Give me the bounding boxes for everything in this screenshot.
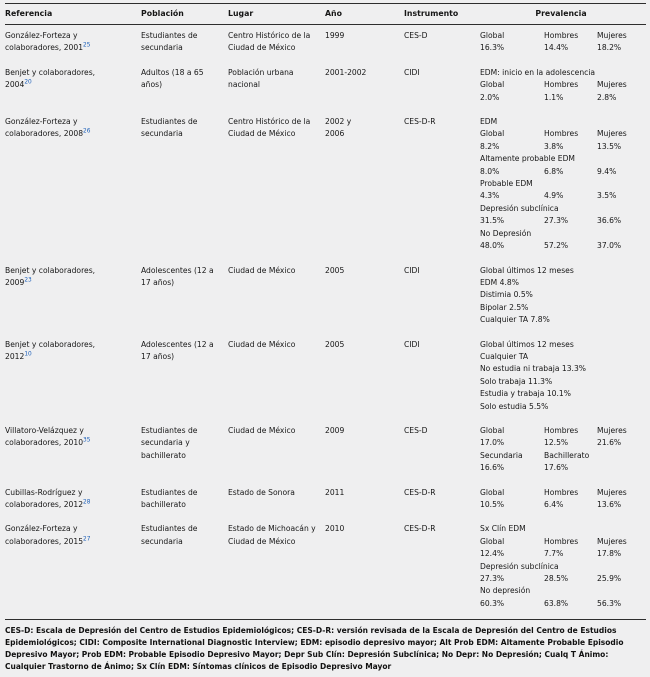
prevalencia-line: [480, 166, 646, 178]
cell-anio: 2011: [325, 487, 345, 497]
prevalencia-line: Depresión subclínica: [480, 203, 559, 213]
cell-prevalencia: [480, 334, 646, 420]
prevalencia-value: 9.4%: [597, 166, 617, 176]
cell-instrumento: CIDI: [404, 339, 420, 349]
prevalencia-value: 27.3%: [544, 216, 569, 226]
cell-instrumento: CES-D: [404, 425, 428, 435]
citation-link[interactable]: 27: [83, 536, 91, 543]
prevalencia-value: 14.4%: [544, 43, 569, 53]
prevalencia-value: 17.8%: [597, 549, 622, 559]
table-row: [5, 111, 646, 259]
cell-lugar: Ciudad de México: [228, 339, 296, 349]
prevalencia-value: Hombres: [544, 80, 579, 90]
cell-referencia: [5, 482, 141, 519]
prevalencia-value: 60.3%: [480, 598, 505, 608]
column-header-anio: Año: [325, 4, 404, 25]
prevalencia-value: 8.2%: [480, 141, 500, 151]
prevalencia-line: [480, 450, 646, 462]
prevalencia-value: Global: [480, 129, 505, 139]
table-row: [5, 25, 646, 62]
reference-text: Villatoro-Velázquez y colaboradores, 2010: [5, 425, 84, 448]
reference-text: González-Forteza y colaboradores, 2001: [5, 31, 84, 53]
prevalencia-line: Solo estudia 5.5%: [480, 401, 549, 411]
citation-link[interactable]: 28: [83, 499, 91, 506]
cell-referencia: [5, 260, 141, 334]
prevalencia-value: Global: [480, 425, 505, 435]
cell-poblacion: Estudiantes de bachillerato: [141, 487, 198, 509]
prevalencia-line: No depresión: [480, 586, 531, 596]
reference-text: González-Forteza y colaboradores, 2008: [5, 117, 84, 139]
prevalencia-line: [480, 462, 646, 474]
cell-anio: 2005: [325, 339, 345, 349]
prevalencia-value: Mujeres: [597, 487, 627, 497]
table-footnote: CES-D: Escala de Depresión del Centro de Estudios Epidemiológicos; CES-D-R: versión revisada de la Escala de Depresión del Centro de Estudios Epidemiológicos; CIDI: Composite International Diagnostic Interview; EDM: episodio depresivo mayor; Alt Prob EDM: Altamente Probable Episodio Depresivo Mayor; Prob EDM: Probable Episodio Depresivo Mayor; Depr Sub Clín: Depresión Subclínica; No Depr: No Depresión; Cualq T Ánimo: Cualquier Trastorno de Ánimo; Sx Clín EDM: Síntomas clínicos de Episodio Depresivo Mayor: [5, 619, 646, 673]
cell-lugar: Centro Histórico de la Ciudad de México: [228, 117, 311, 139]
prevalencia-line: Global últimos 12 meses: [480, 265, 574, 275]
citation-link[interactable]: 20: [24, 79, 32, 86]
cell-lugar: Estado de Michoacán y Ciudad de México: [228, 524, 316, 546]
prevalencia-line: EDM: inicio en la adolescencia: [480, 67, 596, 77]
prevalencia-line: [480, 128, 646, 140]
prevalencia-line: [480, 487, 646, 499]
prevalencia-line: Distimia 0.5%: [480, 290, 533, 300]
prevalencia-value: Mujeres: [597, 536, 627, 546]
prevalencia-value: 36.6%: [597, 216, 622, 226]
prevalencia-value: 18.2%: [597, 43, 622, 53]
prevalencia-value: 2.0%: [480, 92, 500, 102]
prevalencia-line: [480, 573, 646, 585]
cell-prevalencia: [480, 25, 646, 62]
prevalencia-line: EDM 4.8%: [480, 277, 519, 287]
prevalencia-value: 16.3%: [480, 43, 505, 53]
prevalencia-value: 8.0%: [480, 166, 500, 176]
cell-instrumento: CIDI: [404, 67, 420, 77]
prevalencia-line: Bipolar 2.5%: [480, 302, 529, 312]
prevalencia-line: [480, 190, 646, 202]
prevalencia-line: [480, 141, 646, 153]
cell-poblacion: Adolescentes (12 a 17 años): [141, 339, 214, 361]
prevalencia-value: Global: [480, 80, 505, 90]
cell-poblacion: Estudiantes de secundaria: [141, 31, 198, 53]
prevalencia-value: Bachillerato: [544, 450, 590, 460]
table-row: [5, 518, 646, 617]
prevalencia-line: No estudia ni trabaja 13.3%: [480, 364, 587, 374]
cell-anio: 1999: [325, 31, 345, 40]
table-row: [5, 260, 646, 334]
prevalencia-value: 37.0%: [597, 241, 622, 251]
table-row: [5, 420, 646, 482]
prevalencia-line: [480, 598, 646, 610]
reference-text: Benjet y colaboradores, 2012: [5, 339, 96, 361]
reference-text: Benjet y colaboradores, 2004: [5, 67, 96, 90]
prevalencia-line: Estudia y trabaja 10.1%: [480, 389, 571, 399]
cell-prevalencia: [480, 62, 646, 111]
prevalencia-value: 17.6%: [544, 463, 569, 473]
prevalencia-value: 28.5%: [544, 574, 569, 584]
prevalencia-value: 12.4%: [480, 549, 505, 559]
prevalencia-value: 13.6%: [597, 500, 622, 509]
prevalencia-value: 4.3%: [480, 191, 500, 201]
column-header-instrumento: Instrumento: [404, 4, 480, 25]
cell-anio: 2001-2002: [325, 67, 367, 77]
prevalencia-value: Global: [480, 536, 505, 546]
prevalencia-value: 12.5%: [544, 438, 569, 448]
column-header-poblacion: Población: [141, 4, 228, 25]
prevalencia-value: 7.7%: [544, 549, 564, 559]
cell-poblacion: Estudiantes de secundaria: [141, 117, 198, 139]
cell-lugar: Estado de Sonora: [228, 487, 295, 497]
cell-instrumento: CES-D-R: [404, 117, 436, 127]
prevalencia-value: 25.9%: [597, 574, 622, 584]
table-body: [5, 25, 646, 618]
cell-anio: 2005: [325, 265, 345, 275]
prevalencia-value: Secundaria: [480, 450, 523, 460]
prevalencia-line: [480, 536, 646, 548]
cell-anio: 2009: [325, 425, 345, 435]
table-header-row: [5, 4, 646, 25]
cell-lugar: Ciudad de México: [228, 425, 296, 435]
prevalencia-value: 13.5%: [597, 141, 622, 151]
prevalencia-value: Mujeres: [597, 31, 627, 40]
prevalencia-value: 21.6%: [597, 438, 622, 448]
cell-referencia: [5, 111, 141, 259]
prevalencia-value: Global: [480, 31, 505, 40]
table-row: [5, 482, 646, 519]
prevalencia-value: Hombres: [544, 129, 579, 139]
prevalencia-line: [480, 79, 646, 91]
prevalencia-value: Hombres: [544, 425, 579, 435]
prevalencia-value: Hombres: [544, 536, 579, 546]
prevalencia-value: 6.8%: [544, 166, 564, 176]
cell-prevalencia: [480, 260, 646, 334]
cell-prevalencia: [480, 482, 646, 519]
prevalencia-line: [480, 92, 646, 104]
cell-prevalencia: [480, 111, 646, 259]
citation-link[interactable]: 35: [83, 437, 91, 444]
prevalencia-value: 63.8%: [544, 598, 569, 608]
prevalencia-line: Global últimos 12 meses: [480, 339, 574, 349]
prevalencia-line: EDM: [480, 117, 498, 127]
prevalencia-value: [597, 462, 646, 474]
citation-link[interactable]: 23: [24, 277, 32, 284]
cell-poblacion: Adolescentes (12 a 17 años): [141, 265, 214, 287]
prevalencia-line: [480, 437, 646, 449]
cell-referencia: [5, 334, 141, 420]
citation-link[interactable]: 25: [83, 42, 91, 49]
prevalencia-value: 48.0%: [480, 241, 505, 251]
cell-instrumento: CES-D-R: [404, 524, 436, 534]
prevalencia-value: 16.6%: [480, 463, 505, 473]
citation-link[interactable]: 26: [83, 128, 91, 135]
cell-lugar: Ciudad de México: [228, 265, 296, 275]
prevalencia-line: [480, 240, 646, 252]
prevalencia-value: 1.1%: [544, 92, 564, 102]
prevalencia-line: [480, 425, 646, 437]
prevalencia-line: [480, 215, 646, 227]
prevalencia-line: [480, 30, 646, 42]
prevalencia-value: 4.9%: [544, 191, 564, 201]
reference-text: Benjet y colaboradores, 2009: [5, 265, 96, 287]
prevalencia-value: 27.3%: [480, 574, 505, 584]
cell-prevalencia: [480, 518, 646, 617]
prevalencia-value: 56.3%: [597, 598, 622, 608]
prevalencia-line: Altamente probable EDM: [480, 154, 575, 164]
cell-anio: 2010: [325, 524, 345, 534]
prevalencia-value: Mujeres: [597, 425, 627, 435]
prevalencia-line: Solo trabaja 11.3%: [480, 376, 553, 386]
cell-lugar: Centro Histórico de la Ciudad de México: [228, 31, 311, 53]
prevalencia-value: 31.5%: [480, 216, 505, 226]
prevalencia-value: [597, 450, 646, 462]
column-header-referencia: Referencia: [5, 4, 141, 25]
prevalencia-value: Mujeres: [597, 80, 627, 90]
prevalencia-line: [480, 548, 646, 560]
prevalencia-value: 10.5%: [480, 500, 505, 509]
cell-poblacion: Estudiantes de secundaria: [141, 524, 198, 546]
prevalencia-value: 3.8%: [544, 141, 564, 151]
cell-poblacion: Adultos (18 a 65 años): [141, 67, 204, 90]
prevalencia-value: Mujeres: [597, 129, 627, 139]
prevalencia-line: Depresión subclínica: [480, 561, 559, 571]
citation-link[interactable]: 10: [24, 351, 32, 358]
prevalencia-value: 2.8%: [597, 92, 617, 102]
prevalencia-value: 3.5%: [597, 191, 617, 201]
reference-text: González-Forteza y colaboradores, 2015: [5, 524, 84, 546]
cell-instrumento: CIDI: [404, 265, 420, 275]
prevalencia-value: 17.0%: [480, 438, 505, 448]
cell-instrumento: CES-D-R: [404, 487, 436, 497]
cell-poblacion: Estudiantes de secundaria y bachillerato: [141, 425, 198, 460]
table-row: [5, 334, 646, 420]
prevalencia-line: Sx Clín EDM: [480, 524, 526, 534]
prevalencia-line: Probable EDM: [480, 179, 533, 189]
prevalencia-line: Cualquier TA: [480, 351, 529, 361]
reference-text: Cubillas-Rodríguez y colaboradores, 2012: [5, 487, 84, 509]
prevalence-table: [5, 3, 646, 617]
prevalencia-value: 6.4%: [544, 500, 564, 509]
column-header-prevalencia: Prevalencia: [480, 4, 646, 25]
table-row: [5, 62, 646, 111]
cell-lugar: Población urbana nacional: [228, 67, 294, 90]
prevalencia-line: [480, 42, 646, 54]
cell-prevalencia: [480, 420, 646, 482]
cell-referencia: [5, 62, 141, 111]
cell-anio: 2002 y 2006: [325, 117, 352, 139]
prevalencia-value: Hombres: [544, 31, 579, 40]
cell-instrumento: CES-D: [404, 31, 428, 40]
prevalencia-value: 57.2%: [544, 241, 569, 251]
cell-referencia: [5, 518, 141, 617]
cell-referencia: [5, 25, 141, 62]
cell-referencia: [5, 420, 141, 482]
column-header-lugar: Lugar: [228, 4, 325, 25]
prevalencia-value: Hombres: [544, 487, 579, 497]
prevalencia-line: [480, 499, 646, 511]
prevalencia-value: Global: [480, 487, 505, 497]
prevalencia-line: No Depresión: [480, 228, 532, 238]
prevalencia-line: Cualquier TA 7.8%: [480, 315, 550, 325]
